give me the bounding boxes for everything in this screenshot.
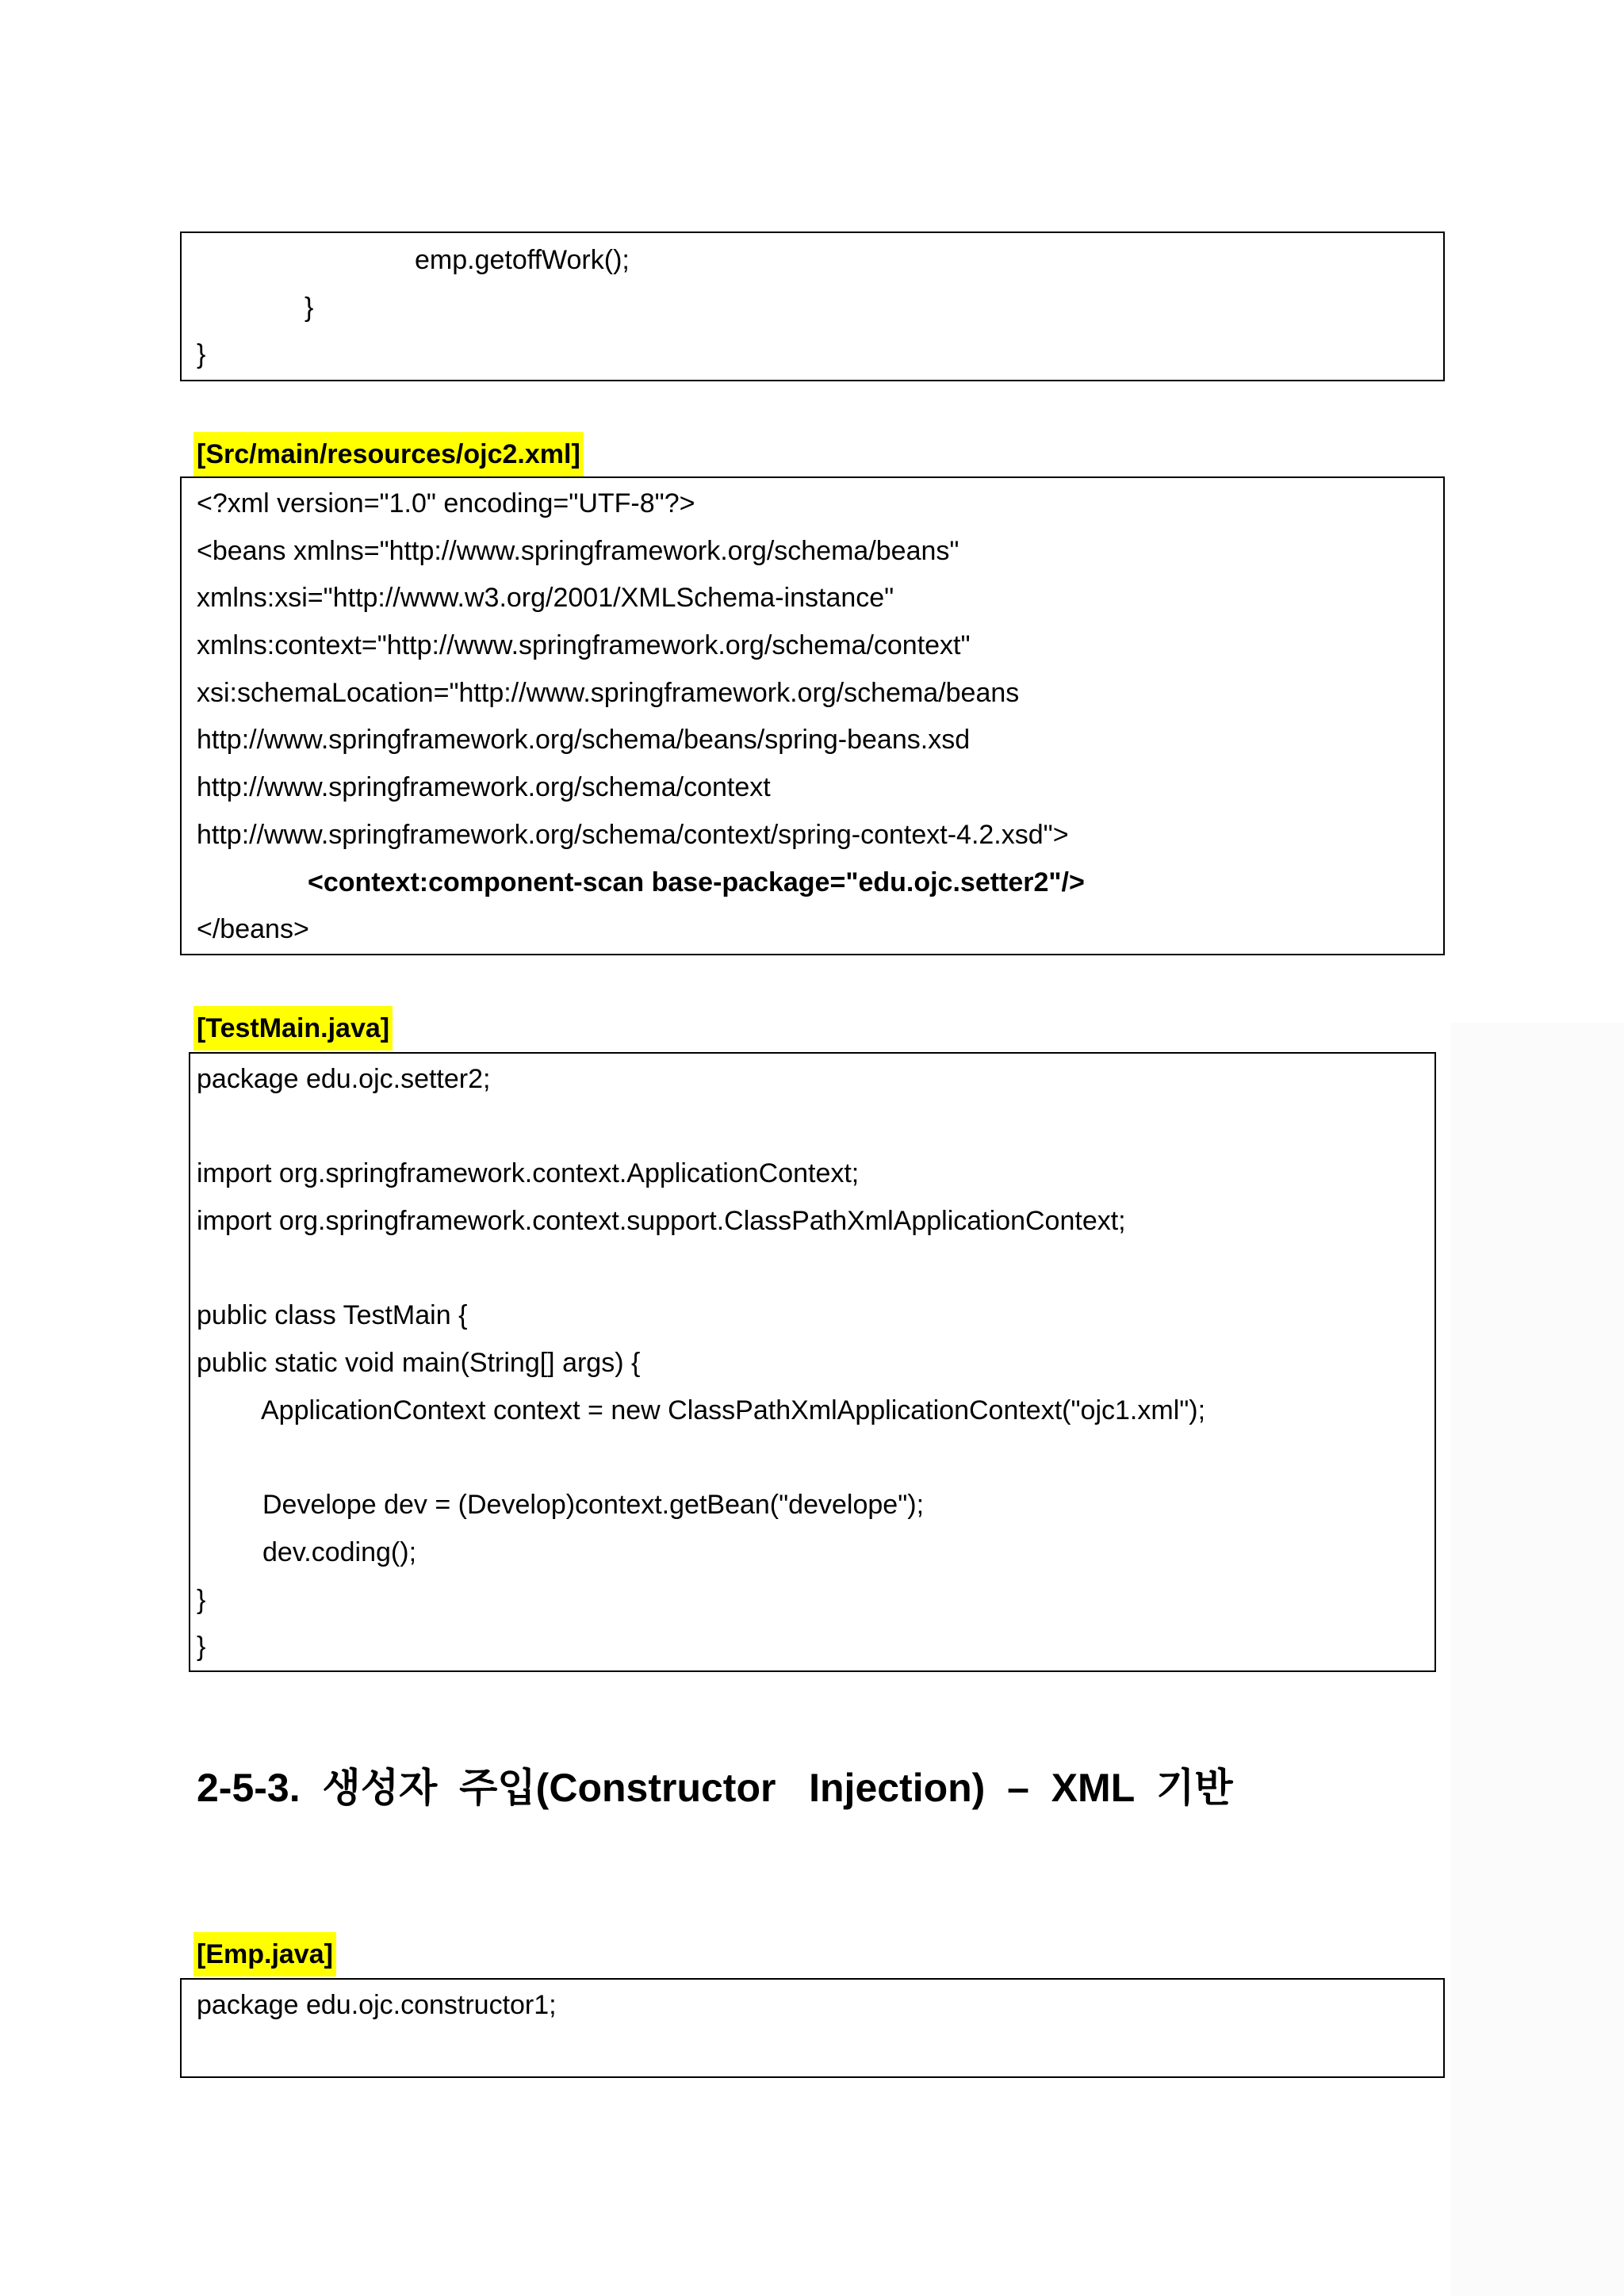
file-label-testmain-java: [TestMain.java] [193, 1006, 393, 1050]
code-box-emp-java [180, 1978, 1445, 2078]
code-line: } [304, 292, 314, 323]
code-line: ApplicationContext context = new ClassPathXmlApplicationContext("ojc1.xml"); [261, 1395, 1206, 1425]
code-line: import org.springframework.context.ApplicationContext; [197, 1158, 860, 1189]
section-heading: 2-5-3. 생성자 주입(Constructor Injection) – XML 기반 [197, 1766, 1233, 1810]
file-label-emp-java: [Emp.java] [193, 1932, 336, 1976]
code-line: package edu.ojc.setter2; [197, 1064, 491, 1094]
code-box-previous [180, 232, 1445, 381]
code-line: Develope dev = (Develop)context.getBean("develope"); [262, 1490, 925, 1521]
code-line: xmlns:xsi="http://www.w3.org/2001/XMLSchema-instance" [197, 583, 894, 614]
code-line: </beans> [197, 914, 309, 945]
code-line: http://www.springframework.org/schema/context [197, 772, 771, 803]
code-blank-line [190, 1435, 1434, 1483]
code-line: } [197, 1632, 206, 1663]
code-line: <beans xmlns="http://www.springframework.org/schema/beans" [197, 535, 959, 566]
code-line: import org.springframework.context.support.ClassPathXmlApplicationContext; [197, 1206, 1126, 1237]
code-line: public static void main(String[] args) { [197, 1348, 641, 1379]
code-line: xsi:schemaLocation="http://www.springframework.org/schema/beans [197, 677, 1020, 708]
code-line: emp.getoffWork(); [415, 245, 630, 275]
code-line: xmlns:context="http://www.springframework.org/schema/context" [197, 630, 971, 661]
code-box-testmain-java [189, 1052, 1436, 1672]
code-line: } [197, 339, 206, 370]
code-line: package edu.ojc.constructor1; [197, 1990, 557, 2020]
code-blank-line [190, 1104, 1434, 1151]
code-box-ojc2-xml [180, 476, 1445, 955]
code-line-component-scan: <context:component-scan base-package="edu.ojc.setter2"/> [308, 867, 1085, 897]
code-line: http://www.springframework.org/schema/context/spring-context-4.2.xsd"> [197, 819, 1069, 850]
code-line: http://www.springframework.org/schema/beans/spring-beans.xsd [197, 725, 971, 756]
code-line: dev.coding(); [262, 1536, 417, 1567]
page-background-tint [1451, 1023, 1624, 2296]
code-line: public class TestMain { [197, 1300, 468, 1331]
file-label-ojc2-xml: [Src/main/resources/ojc2.xml] [193, 432, 584, 476]
code-line: } [197, 1584, 206, 1615]
code-line: <?xml version="1.0" encoding="UTF-8"?> [197, 488, 695, 519]
code-blank-line [190, 1246, 1434, 1293]
